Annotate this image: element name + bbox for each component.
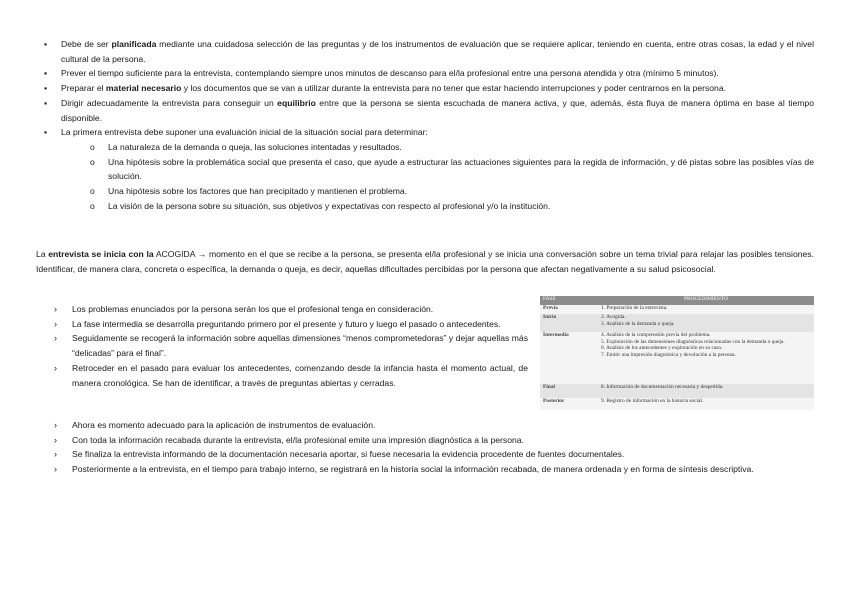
phase-cell: Posterior [540, 398, 598, 410]
list-item: › Los problemas enunciados por la persona serán los que el profesional tenga en consideración. [54, 304, 434, 314]
procedure-cell: 4. Análisis de la comprensión previa del problema. 5. Exploración de las dimensiones diagnósticas relacionadas con la demanda o queja. 6. Análisis de los antecedentes y exploración en su caso. 7. Emitir una impresión diagnóstica y devolución a la persona. [598, 332, 814, 384]
procedure-cell: 9. Registro de información en la historia social. [598, 398, 814, 410]
guidelines-list [44, 37, 814, 213]
bullet-marker: ▪ [44, 68, 48, 79]
sub-list-item: o La visión de la persona sobre su situación, sus objetivos y expectativas con respecto al profesional y/o la institución. [90, 200, 551, 211]
list-item: › Se finaliza la entrevista informando de la documentación necesaria aportar, si fuese necesaria la evidencia procedente de fuentes documentales. [54, 449, 625, 460]
list-item: ▪ Preparar el material necesario y los documentos que se van a utilizar durante la entrevista para no tener que estar haciendo interrupciones y poder centrarnos en la persona. [44, 81, 814, 96]
table-row [540, 314, 814, 332]
list-item: › Posteriormente a la entrevista, en el tiempo para trabajo interno, se registrará en la historia social la información recabada, de manera ordenada y en forma de síntesis descriptiva. [54, 464, 754, 475]
list-item: ▪ Dirigir adecuadamente la entrevista para conseguir un equilibrio entre que la persona se sienta escuchada de manera activa, y que, además, ésta fluya de manera óptima en base al tiempo disponible. [44, 97, 814, 123]
acogida-paragraph: La entrevista se inicia con la ACOGIDA → momento en el que se recibe a la persona, se presenta el/la profesional y se inicia una conversación sobre un tema trivial para relajar las posibles tensiones. Identificar, de manera clara, concreta o específica, la demanda o queja, es decir, aquellas dificultades percibidas por la persona que afectan negativamente a su salud psicosocial. [36, 249, 814, 274]
list-item: › Ahora es momento adecuado para la aplicación de instrumentos de evaluación. [54, 420, 376, 430]
bullet-marker: ▪ [44, 127, 48, 138]
procedure-cell: 1. Preparación de la entrevista. [598, 305, 814, 314]
column-header: FASE [540, 296, 598, 305]
phase-cell: Intermedia [540, 332, 598, 384]
phase-cell: Previa [540, 305, 598, 314]
phase-cell: Inicio [540, 314, 598, 332]
interview-steps-list [54, 302, 528, 390]
list-item: › Seguidamente se recogerá la información sobre aquellas dimensiones “menos comprometedoras” y dejar aquellas más “delicadas” para el final”. [54, 333, 528, 359]
sub-list-item: o Una hipótesis sobre los factores que han precipitado y mantienen el problema. [90, 186, 408, 197]
sub-list-item: o La naturaleza de la demanda o queja, las soluciones intentadas y resultados. [90, 141, 402, 152]
table-row [540, 398, 814, 410]
sub-list-item: o Una hipótesis sobre la problemática social que presenta el caso, que ayude a estructurar las actuaciones siguientes para la regida de información, y dé pistas sobre las posibles vías de solución. [90, 156, 814, 182]
bullet-marker: ▪ [44, 39, 48, 49]
list-item: › Retroceder en el pasado para evaluar los antecedentes, comenzando desde la infancia hasta el momento actual, de manera cronológica. Se han de identificar, a través de preguntas abiertas y cerradas. [54, 362, 528, 388]
column-header: PROCEDIMIENTO [598, 296, 814, 305]
interview-phases-table [540, 296, 814, 410]
list-item: ▪ La primera entrevista debe suponer una evaluación inicial de la situación social para determinar: [44, 125, 814, 140]
procedure-cell: 2. Acogida. 3. Análisis de la demanda o queja. [598, 314, 814, 332]
list-item: › Con toda la información recabada durante la entrevista, el/la profesional emite una impresión diagnóstica a la persona. [54, 434, 524, 445]
table-header-row [540, 296, 814, 305]
procedure-cell: 8. Información de documentación necesaria y despedida. [598, 384, 814, 398]
bullet-marker: ▪ [44, 97, 48, 108]
bullet-marker: ▪ [44, 83, 48, 94]
table-row [540, 332, 814, 384]
table-row [540, 305, 814, 314]
list-item: › La fase intermedia se desarrolla preguntando primero por el presente y futuro y luego el pasado o antecedentes. [54, 318, 501, 329]
interview-closing-list [54, 418, 814, 477]
list-item: ▪ Prever el tiempo suficiente para la entrevista, contemplando siempre unos minutos de descanso para el/la profesional entre una persona atendida y otra (mínimo 5 minutos). [44, 66, 814, 81]
list-item: ▪ Debe de ser planificada mediante una cuidadosa selección de las preguntas y de los instrumentos de evaluación que se requiere aplicar, teniendo en cuenta, entre otras cosas, la edad y el nivel cultural de la persona. [44, 39, 814, 64]
phase-cell: Final [540, 384, 598, 398]
table-row [540, 384, 814, 398]
